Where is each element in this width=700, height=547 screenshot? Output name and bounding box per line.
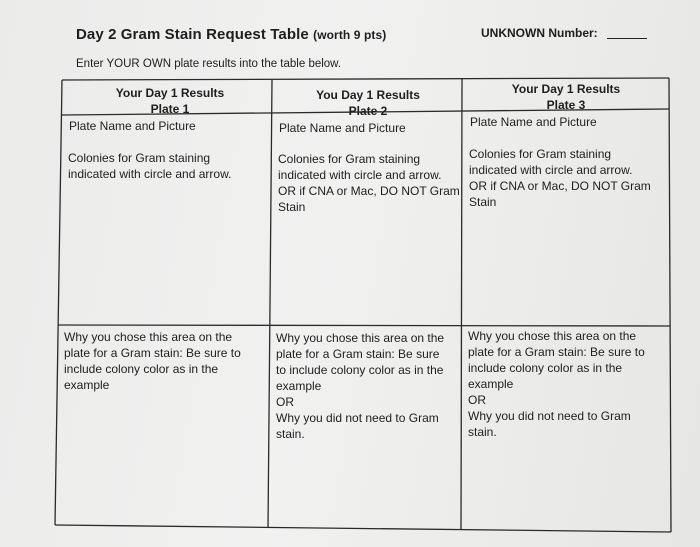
plate3-header-plate: Plate 3	[546, 98, 586, 112]
points-worth: (worth 9 pts)	[313, 28, 387, 42]
plate1-header-plate: Plate 1	[150, 102, 190, 116]
plate1-plate-name-label: Plate Name and Picture	[69, 119, 196, 133]
table-border-left	[55, 80, 62, 525]
plate3-colonies-prompt: Colonies for Gram staining indicated with circle and arrow. OR if CNA or Mac, DO NOT Gram Stain	[469, 147, 651, 209]
plate3-header	[496, 81, 636, 113]
plate2-header-plate: Plate 2	[348, 104, 388, 118]
plate2-why-prompt: Why you chose this area on the plate for a Gram stain: Be sure to include colony color as in the example OR Why you did not need to Gram stain.	[276, 331, 445, 441]
plate3-plate-name-label: Plate Name and Picture	[470, 115, 597, 129]
table-border-bottom	[55, 525, 671, 532]
plate1-why-prompt: Why you chose this area on the plate for a Gram stain: Be sure to include colony color as in the example	[64, 330, 241, 392]
table-border-right	[669, 78, 671, 532]
plate2-colonies-prompt: Colonies for Gram staining indicated with circle and arrow. OR if CNA or Mac, DO NOT Gram Stain	[278, 152, 460, 214]
plate1-header	[100, 85, 240, 117]
plate2-header-title: You Day 1 Results	[316, 88, 420, 102]
instructions-text: Enter YOUR OWN plate results into the table below.	[76, 58, 342, 70]
unknown-number-label: UNKNOWN Number:	[481, 26, 598, 40]
plate1-colonies-prompt: Colonies for Gram staining indicated with circle and arrow.	[68, 151, 232, 181]
middle-row-divider	[58, 325, 670, 326]
plate3-header-title: Your Day 1 Results	[511, 82, 621, 96]
plate3-why-prompt: Why you chose this area on the plate for a Gram stain: Be sure to include colony color as in the example OR Why you did not need to Gram stain.	[468, 329, 645, 439]
plate2-plate-name-label: Plate Name and Picture	[279, 121, 406, 135]
column-divider-1	[268, 80, 272, 528]
table-border-top	[62, 78, 669, 80]
plate2-header	[298, 87, 438, 119]
plate1-header-title: Your Day 1 Results	[115, 86, 225, 100]
title-text: Day 2 Gram Stain Request Table	[76, 26, 309, 43]
column-divider-2	[461, 79, 462, 530]
